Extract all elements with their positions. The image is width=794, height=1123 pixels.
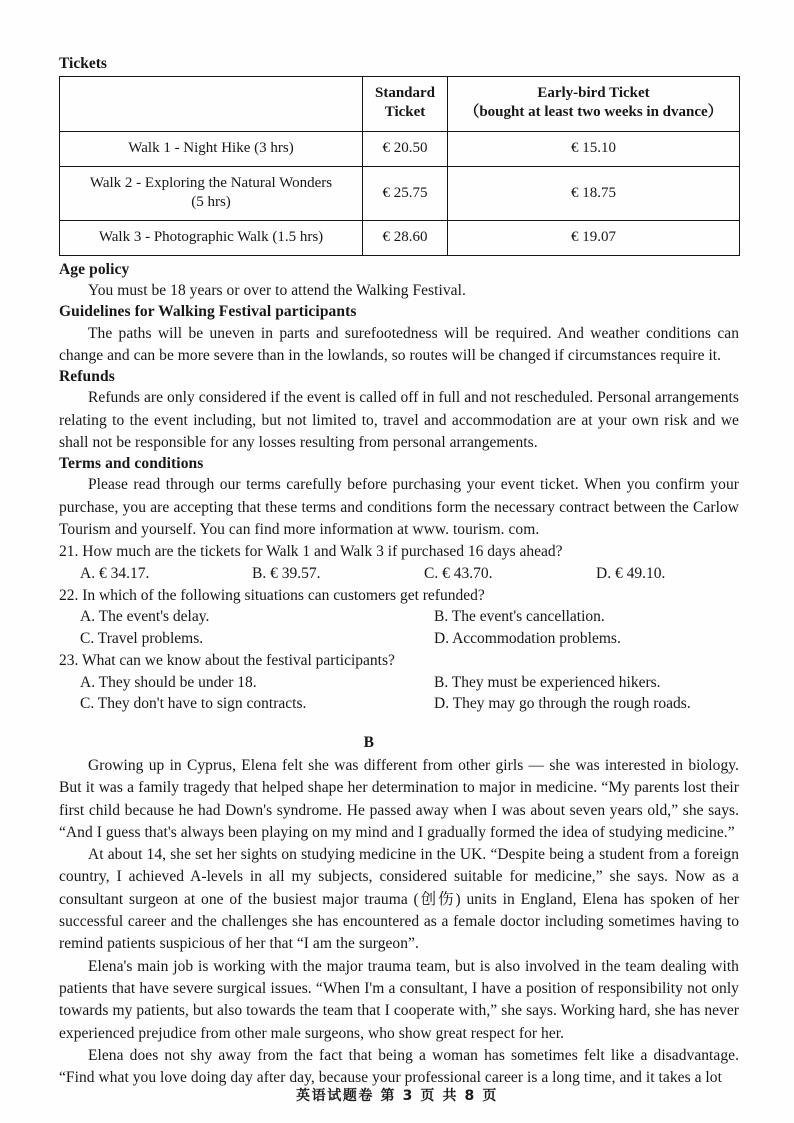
early-price-cell: € 15.10 [448, 131, 740, 166]
question-23 [59, 650, 739, 715]
section-heading: Guidelines for Walking Festival participants [59, 303, 357, 321]
option-b[interactable]: B. € 39.57. [252, 565, 321, 583]
walk-name-line1: Walk 1 - Night Hike (3 hrs) [128, 139, 294, 156]
walk-name-line2: (5 hrs) [191, 194, 231, 211]
section-guidelines [59, 302, 739, 367]
option-a[interactable]: A. They should be under 18. [80, 673, 257, 691]
walk-name-line1: Walk 2 - Exploring the Natural Wonders [89, 174, 333, 191]
question-stem: 21. How much are the tickets for Walk 1 and Walk 3 if purchased 16 days ahead? [59, 543, 563, 561]
tickets-heading: Tickets [59, 55, 107, 72]
question-options-row-2 [59, 628, 739, 650]
section-refunds [59, 367, 739, 454]
question-options [59, 563, 739, 585]
table-header-blank [60, 76, 363, 131]
option-a[interactable]: A. € 34.17. [80, 565, 150, 583]
passage-paragraph: Elena does not shy away from the fact that being a woman has sometimes felt like a disadvantage. “Find what you love doing day after day, because your professional career is a long time, and it takes a lot [59, 1046, 739, 1087]
standard-price-cell: € 28.60 [363, 221, 448, 256]
section-body: Refunds are only considered if the event is called off in full and not rescheduled. Personal arrangements relating to the event including, but not limited to, travel and accommodation are at your own risk and we shall not be responsible for any losses resulting from personal arrangements. [59, 389, 739, 451]
section-heading: Age policy [59, 261, 130, 278]
passage-b-body [59, 755, 739, 1090]
tickets-table [59, 76, 740, 256]
section-heading: Terms and conditions [59, 455, 204, 473]
early-bird-line1: Early-bird Ticket [537, 84, 650, 101]
standard-price-cell: € 25.75 [363, 166, 448, 221]
table-header-row [60, 76, 740, 131]
option-d[interactable]: D. € 49.10. [596, 565, 666, 583]
footer-text: 英语试题卷 第 3 页 共 8 页 [296, 1088, 498, 1104]
option-a[interactable]: A. The event's delay. [80, 608, 210, 626]
passage-section-letter: B [363, 733, 375, 751]
table-header-standard-ticket [363, 76, 448, 131]
walk-name-cell [60, 131, 363, 166]
option-d[interactable]: D. Accommodation problems. [434, 630, 621, 648]
passage-paragraph: Elena's main job is working with the major trauma team, but is also involved in the team dealing with patients that have severe surgical issues. “When I'm a consultant, I have a position of responsibility not only towards my patients, but also towards the team that I cooperate with,” she says. Working hard, she has never experienced prejudice from other male surgeons, who show great respect for her. [59, 957, 739, 1042]
standard-ticket-line1: Standard [374, 84, 436, 101]
standard-ticket-line2: Ticket [384, 104, 426, 121]
option-c[interactable]: C. € 43.70. [424, 565, 493, 583]
walk-name-line1: Walk 3 - Photographic Walk (1.5 hrs) [98, 229, 324, 246]
standard-price-cell: € 20.50 [363, 131, 448, 166]
page-content [59, 55, 739, 1090]
section-heading: Refunds [59, 368, 115, 386]
table-header-early-bird-ticket [448, 76, 740, 131]
table-row [60, 131, 740, 166]
table-row [60, 221, 740, 256]
section-body: The paths will be uneven in parts and surefootedness will be required. And weather conditions can change and can be more severe than in the lowlands, so routes will be changed if circumstances require it. [59, 324, 739, 364]
section-body: You must be 18 years or over to attend the Walking Festival. [88, 282, 466, 300]
section-age-policy [59, 260, 739, 302]
page-footer [0, 1085, 794, 1105]
early-price-cell: € 18.75 [448, 166, 740, 221]
table-row [60, 166, 740, 221]
passage-paragraph: At about 14, she set her sights on studying medicine in the UK. “Despite being a student from a foreign country, I achieved A-levels in all my subjects, considered suitable for medicine,” she says. Now as a consultant surgeon at one of the busiest major trauma (创伤) units in England, Elena has spoken of her successful career and the challenges she has encountered as a female doctor including sometimes having to remind patients suspicious of her that “I am the surgeon”. [59, 846, 739, 953]
question-stem: 23. What can we know about the festival participants? [59, 651, 395, 669]
section-body: Please read through our terms carefully before purchasing your event ticket. When you confirm your purchase, you are accepting that these terms and conditions form the necessary contract between the Carlow Tourism and yourself. You can find more information at www. tourism. com. [59, 476, 739, 539]
walk-name-cell [60, 166, 363, 221]
option-c[interactable]: C. Travel problems. [80, 630, 204, 648]
question-stem: 22. In which of the following situations can customers get refunded? [59, 586, 485, 604]
option-b[interactable]: B. The event's cancellation. [434, 608, 605, 626]
walk-name-cell [60, 221, 363, 256]
early-bird-line2: （bought at least two weeks in dvance） [464, 104, 723, 121]
question-22 [59, 585, 739, 650]
section-terms-and-conditions [59, 454, 739, 541]
passage-paragraph: Growing up in Cyprus, Elena felt she was different from other girls — she was interested in biology. But it was a family tragedy that helped shape her determination to major in medicine. “My parents lost their first child because he had Down's syndrome. He passed away when I was about seven years old,” she says. “And I guess that's always been playing on my mind and I gradually formed the idea of studying medicine.” [59, 756, 739, 841]
question-options-row-2 [59, 693, 739, 715]
option-b[interactable]: B. They must be experienced hikers. [434, 673, 661, 691]
option-c[interactable]: C. They don't have to sign contracts. [80, 695, 307, 713]
question-options-row-1 [59, 606, 739, 628]
early-price-cell: € 19.07 [448, 221, 740, 256]
option-d[interactable]: D. They may go through the rough roads. [434, 695, 691, 713]
question-options-row-1 [59, 672, 739, 694]
question-21 [59, 541, 739, 584]
